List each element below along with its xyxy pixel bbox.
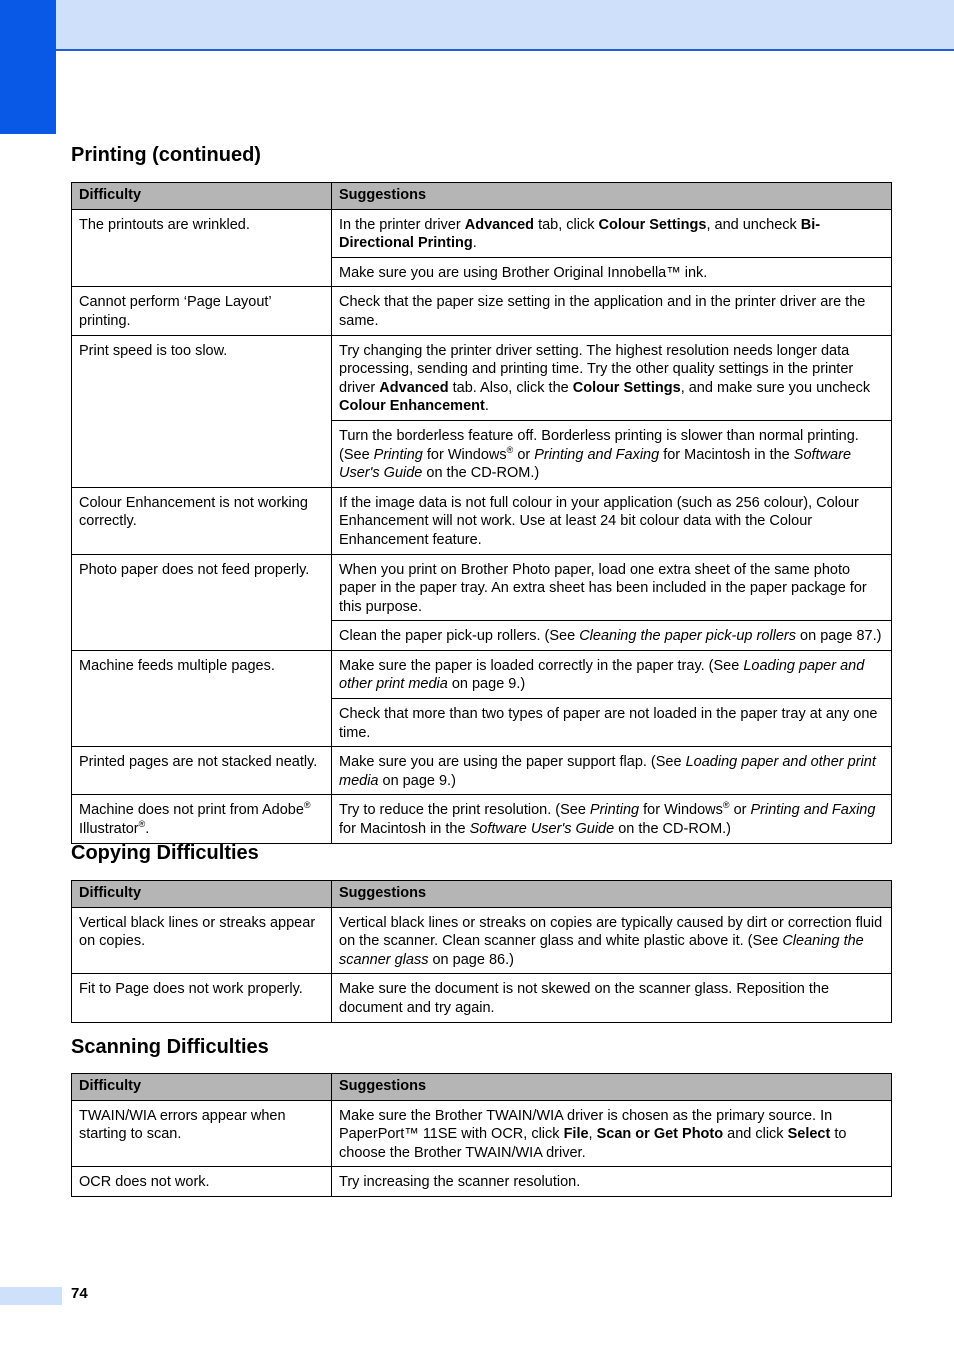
reference-title: Software User's Guide (339, 446, 852, 482)
suggestion-cell: Check that the paper size setting in the application and in the printer driver are the same. (332, 287, 892, 335)
table-row (72, 487, 892, 554)
reference-title: Printing (373, 446, 423, 463)
registered-mark: ® (722, 800, 730, 811)
difficulty-cell: Cannot perform ‘Page Layout’ printing. (72, 287, 332, 335)
difficulty-cell: Fit to Page does not work properly. (72, 974, 332, 1022)
difficulty-cell: Printed pages are not stacked neatly. (72, 747, 332, 795)
difficulty-cell: Machine feeds multiple pages. (72, 650, 332, 746)
column-header-difficulty: Difficulty (72, 1074, 332, 1101)
suggestion-cell: Vertical black lines or streaks on copies are typically caused by dirt or correction fluid on the scanner. Clean scanner glass and white plastic above it. (See Cleaning the scanner glass on page 86.) (332, 907, 892, 974)
difficulty-cell: Vertical black lines or streaks appear on copies. (72, 907, 332, 974)
printing-table (71, 182, 892, 844)
registered-mark: ® (506, 444, 514, 455)
bold-term: Colour Settings (598, 216, 707, 233)
scanning-table (71, 1073, 892, 1197)
bold-term: Colour Settings (572, 379, 681, 396)
difficulty-cell: Photo paper does not feed properly. (72, 554, 332, 650)
table-row (72, 209, 892, 257)
suggestion-cell: Check that more than two types of paper are not loaded in the paper tray at any one time. (332, 699, 892, 747)
bold-term: Advanced (464, 216, 535, 233)
chapter-tab (0, 0, 56, 134)
table-header-row (72, 881, 892, 908)
bold-term: Colour Enhancement (339, 398, 485, 415)
reference-title: Loading paper and other print media (339, 754, 876, 789)
suggestion-cell: Try to reduce the print resolution. (See Printing for Windows® or Printing and Faxing for Macintosh in the Software User's Guide on the CD-ROM.) (332, 795, 892, 843)
suggestion-cell: If the image data is not full colour in your application (such as 256 colour), Colour Enhancement will not work. Use at least 24 bit colour data with the Colour Enhancement feature. (332, 487, 892, 554)
difficulty-cell: Colour Enhancement is not working correctly. (72, 487, 332, 554)
suggestion-cell: Make sure the Brother TWAIN/WIA driver is chosen as the primary source. In PaperPort™ 11SE with OCR, click File, Scan or Get Photo and click Select to choose the Brother TWAIN/WIA driver. (332, 1100, 892, 1167)
reference-title: Cleaning the paper pick-up rollers (579, 628, 797, 645)
copying-table (71, 880, 892, 1023)
bold-term: Bi-Directional Printing (339, 216, 821, 252)
section-title-copying: Copying Difficulties (71, 842, 259, 864)
table-header-row (72, 183, 892, 210)
table-row (72, 650, 892, 698)
suggestion-cell: Make sure the paper is loaded correctly in the paper tray. (See Loading paper and other print media on page 9.) (332, 650, 892, 698)
reference-title: Printing and Faxing (534, 446, 660, 463)
column-header-suggestions: Suggestions (332, 1074, 892, 1101)
suggestion-cell: In the printer driver Advanced tab, click Colour Settings, and uncheck Bi-Directional Printing. (332, 209, 892, 257)
column-header-difficulty: Difficulty (72, 881, 332, 908)
reference-title: Software User's Guide (469, 821, 615, 838)
bold-term: Scan or Get Photo (596, 1126, 724, 1143)
table-row (72, 1100, 892, 1167)
table-row (72, 795, 892, 843)
table-header-row (72, 1074, 892, 1101)
difficulty-cell: Print speed is too slow. (72, 335, 332, 487)
bold-term: Select (787, 1126, 831, 1143)
section-title-scanning: Scanning Difficulties (71, 1036, 269, 1058)
table-row (72, 335, 892, 420)
reference-title: Cleaning the scanner glass (339, 933, 864, 968)
bold-term: File (563, 1126, 589, 1143)
suggestion-cell: Make sure you are using the paper support flap. (See Loading paper and other print media on page 9.) (332, 747, 892, 795)
suggestion-cell: Clean the paper pick-up rollers. (See Cleaning the paper pick-up rollers on page 87.) (332, 621, 892, 651)
column-header-suggestions: Suggestions (332, 881, 892, 908)
difficulty-cell: TWAIN/WIA errors appear when starting to scan. (72, 1100, 332, 1167)
table-row (72, 1167, 892, 1197)
registered-mark: ® (138, 819, 146, 830)
column-header-suggestions: Suggestions (332, 183, 892, 210)
table-row (72, 554, 892, 621)
table-row (72, 974, 892, 1022)
suggestion-cell: When you print on Brother Photo paper, load one extra sheet of the same photo paper in the paper tray. An extra sheet has been included in the paper package for this purpose. (332, 554, 892, 621)
column-header-difficulty: Difficulty (72, 183, 332, 210)
page-number-band (0, 1287, 62, 1305)
header-band (0, 0, 954, 51)
difficulty-cell: OCR does not work. (72, 1167, 332, 1197)
suggestion-cell: Make sure the document is not skewed on the scanner glass. Reposition the document and try again. (332, 974, 892, 1022)
reference-title: Printing (589, 802, 640, 819)
reference-title: Loading paper and other print media (339, 657, 865, 693)
suggestion-cell: Try changing the printer driver setting. The highest resolution needs longer data processing, sending and printing time. Try the other quality settings in the printer driver Advanced tab. Also, click the Colour Settings, and make sure you uncheck Colour Enhancement. (332, 335, 892, 420)
table-row (72, 287, 892, 335)
difficulty-cell: The printouts are wrinkled. (72, 209, 332, 287)
table-row (72, 747, 892, 795)
section-title-printing: Printing (continued) (71, 144, 261, 166)
difficulty-cell: Machine does not print from Adobe® Illustrator®. (72, 795, 332, 843)
page-number: 74 (71, 1285, 88, 1302)
bold-term: Advanced (379, 379, 449, 396)
suggestion-cell: Try increasing the scanner resolution. (332, 1167, 892, 1197)
table-row (72, 907, 892, 974)
suggestion-cell: Turn the borderless feature off. Borderless printing is slower than normal printing. (See Printing for Windows® or Printing and Faxing for Macintosh in the Software User's Guide on the CD-ROM.) (332, 420, 892, 487)
registered-mark: ® (303, 800, 311, 811)
reference-title: Printing and Faxing (750, 802, 876, 819)
suggestion-cell: Make sure you are using Brother Original Innobella™ ink. (332, 257, 892, 287)
